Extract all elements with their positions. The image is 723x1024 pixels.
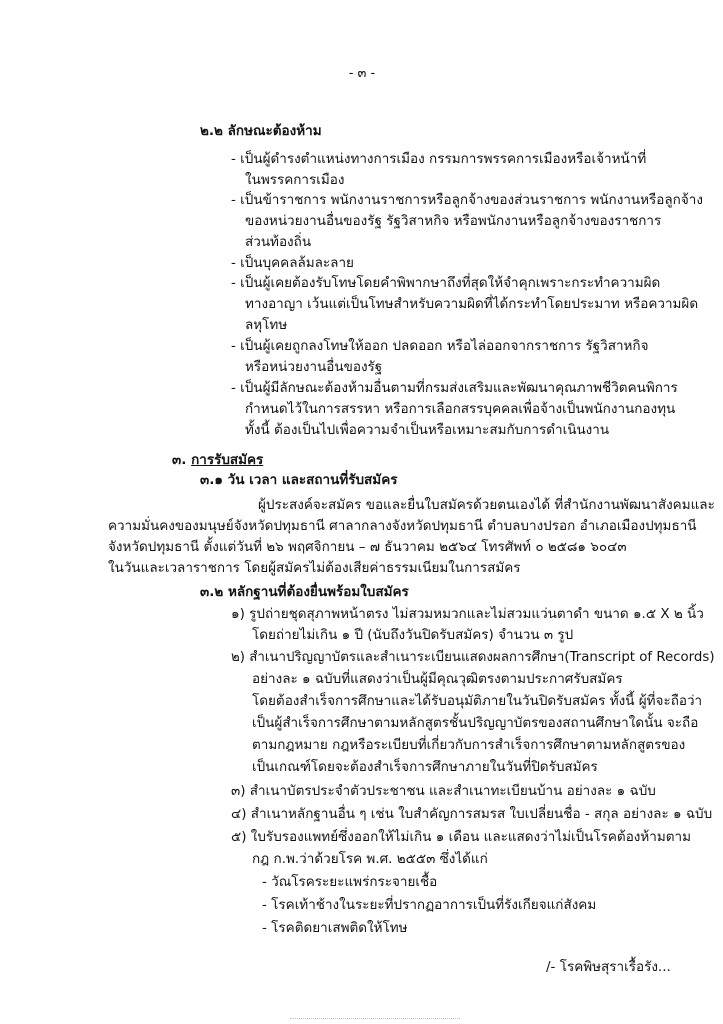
page-number: - ๓ -	[348, 66, 376, 81]
disease-item: - โรคเท้าช้างในระยะที่ปรากฏอาการเป็นที่รังเกียจแก่สังคม	[262, 897, 597, 913]
paragraph-line: ความมั่นคงของมนุษย์จังหวัดปทุมธานี ศาลากลางจังหวัดปทุมธานี ตำบลบางปรอก อำเภอเมืองปทุมธานี	[108, 518, 697, 534]
paragraph-line: ในวันและเวลาราชการ โดยผู้สมัครไม่ต้องเสียค่าธรรมเนียมในการสมัคร	[108, 560, 521, 576]
document-item: อย่างละ ๑ ฉบับที่แสดงว่าเป็นผู้มีคุณวุฒิตรงตามประกาศรับสมัคร	[252, 671, 623, 687]
document-item: ๓) สำเนาบัตรประจำตัวประชาชน และสำเนาทะเบียนบ้าน อย่างละ ๑ ฉบับ	[231, 783, 656, 799]
prohibition-line: ในพรรคการเมือง	[245, 172, 345, 188]
paragraph-line: จังหวัดปทุมธานี ตั้งแต่วันที่ ๒๖ พฤศจิกายน – ๗ ธันวาคม ๒๕๖๔ โทรศัพท์ ๐ ๒๕๘๑ ๖๐๔๓	[108, 539, 627, 555]
prohibition-line: - เป็นผู้เคยต้องรับโทษโดยคำพิพากษาถึงที่สุดให้จำคุกเพราะกระทำความผิด	[231, 275, 661, 291]
prohibition-line: ส่วนท้องถิ่น	[245, 234, 312, 250]
prohibition-line: - เป็นข้าราชการ พนักงานราชการหรือลูกจ้างของส่วนราชการ พนักงานหรือลูกจ้าง	[231, 192, 703, 208]
prohibition-line: ลหุโทษ	[245, 317, 288, 333]
continuation-note: /- โรคพิษสุราเรื้อรัง...	[546, 959, 671, 975]
footer-rule	[290, 1018, 460, 1019]
document-item: ๑) รูปถ่ายชุดสุภาพหน้าตรง ไม่สวมหมวกและไม่สวมแว่นตาดำ ขนาด ๑.๕ X ๒ นิ้ว	[231, 606, 704, 622]
section-3-2-heading: ๓.๒ หลักฐานที่ต้องยื่นพร้อมใบสมัคร	[200, 584, 409, 600]
prohibition-line: - เป็นผู้มีลักษณะต้องห้ามอื่นตามที่กรมส่งเสริมและพัฒนาคุณภาพชีวิตคนพิการ	[231, 380, 678, 396]
document-item: โดยถ่ายไม่เกิน ๑ ปี (นับถึงวันปิดรับสมัคร) จำนวน ๓ รูป	[252, 627, 574, 643]
prohibition-line: ของหน่วยงานอื่นของรัฐ รัฐวิสาหกิจ หรือพนักงานหรือลูกจ้างของราชการ	[245, 213, 662, 229]
prohibition-line: ทั้งนี้ ต้องเป็นไปเพื่อความจำเป็นหรือเหมาะสมกับการดำเนินงาน	[245, 422, 610, 438]
section-3-1-heading: ๓.๑ วัน เวลา และสถานที่รับสมัคร	[200, 472, 398, 488]
document-item: เป็นเกณฑ์โดยจะต้องสำเร็จการศึกษาภายในวันที่ปิดรับสมัคร	[252, 759, 598, 775]
disease-item: - โรคติดยาเสพติดให้โทษ	[262, 920, 408, 936]
section-3-title: การรับสมัคร	[191, 452, 264, 468]
document-item: ๕) ใบรับรองแพทย์ซึ่งออกให้ไม่เกิน ๑ เดือน และแสดงว่าไม่เป็นโรคต้องห้ามตาม	[231, 829, 692, 845]
paragraph-line: ผู้ประสงค์จะสมัคร ขอและยื่นใบสมัครด้วยตนเองได้ ที่สำนักงานพัฒนาสังคมและ	[258, 497, 715, 513]
document-item: กฎ ก.พ.ว่าด้วยโรค พ.ศ. ๒๕๕๓ ซึ่งได้แก่	[252, 851, 488, 867]
document-item: ตามกฎหมาย กฎหรือระเบียบที่เกี่ยวกับการสำเร็จการศึกษาตามหลักสูตรของ	[252, 737, 686, 753]
section-2-2-heading: ๒.๒ ลักษณะต้องห้าม	[200, 123, 322, 139]
prohibition-line: - เป็นผู้ดำรงตำแหน่งทางการเมือง กรรมการพรรคการเมืองหรือเจ้าหน้าที่	[231, 151, 647, 167]
prohibition-line: หรือหน่วยงานอื่นของรัฐ	[245, 359, 383, 375]
prohibition-line: - เป็นบุคคลล้มละลาย	[231, 255, 354, 271]
document-item: ๔) สำเนาหลักฐานอื่น ๆ เช่น ใบสำคัญการสมรส ใบเปลี่ยนชื่อ - สกุล อย่างละ ๑ ฉบับ	[231, 806, 713, 822]
disease-item: - วัณโรคระยะแพร่กระจายเชื้อ	[262, 874, 438, 890]
section-3-number: ๓.	[172, 452, 187, 468]
document-item: ๒) สำเนาปริญญาบัตรและสำเนาระเบียนแสดงผลการศึกษา(Transcript of Records)	[231, 650, 715, 665]
section-3-heading	[172, 450, 263, 470]
prohibition-line: - เป็นผู้เคยถูกลงโทษให้ออก ปลดออก หรือไล่ออกจากราชการ รัฐวิสาหกิจ	[231, 338, 649, 354]
document-item: โดยต้องสำเร็จการศึกษาและได้รับอนุมัติภายในวันปิดรับสมัคร ทั้งนี้ ผู้ที่จะถือว่า	[252, 693, 703, 709]
document-item: เป็นผู้สำเร็จการศึกษาตามหลักสูตรชั้นปริญญาบัตรของสถานศึกษาใดนั้น จะถือ	[252, 715, 699, 731]
prohibition-line: ทางอาญา เว้นแต่เป็นโทษสำหรับความผิดที่ได้กระทำโดยประมาท หรือความผิด	[245, 296, 699, 312]
prohibition-line: กำหนดไว้ในการสรรหา หรือการเลือกสรรบุคคลเพื่อจ้างเป็นพนักงานกองทุน	[245, 401, 676, 417]
